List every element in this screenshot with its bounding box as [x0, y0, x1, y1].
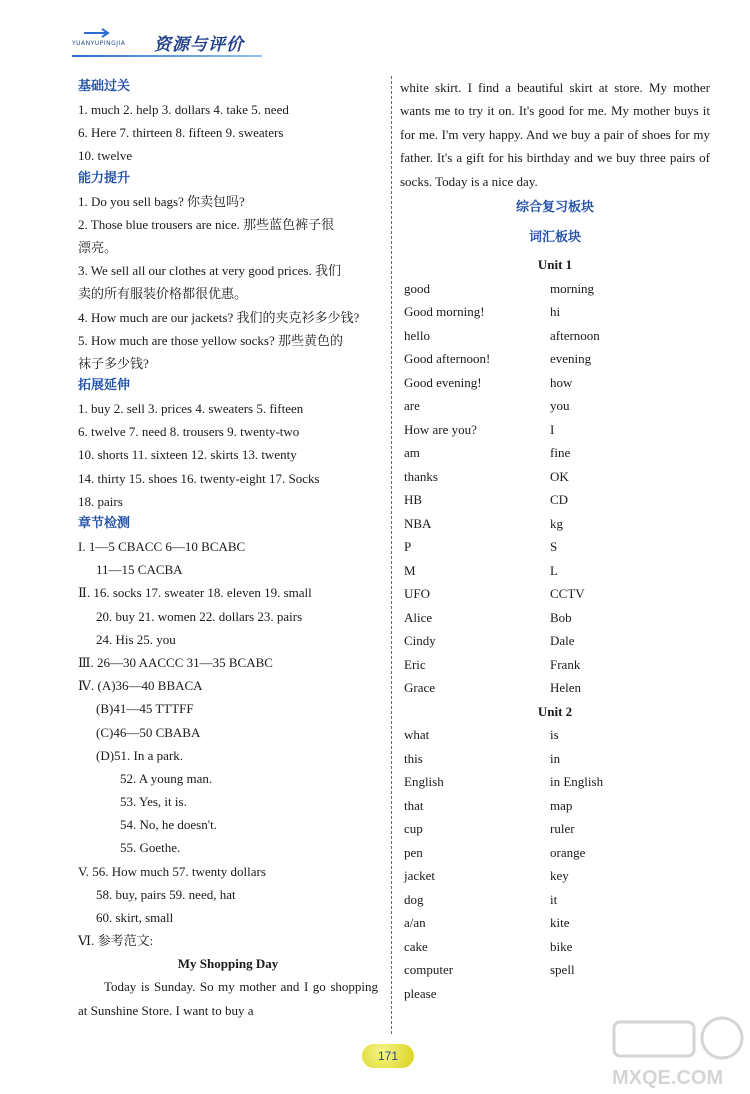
vocab-row — [400, 747, 710, 771]
answer-line: 6. Here 7. thirteen 8. fifteen 9. sweaters — [78, 125, 284, 141]
answer-line: 10. twelve — [78, 148, 133, 164]
vocab-word: Good afternoon! — [404, 351, 491, 367]
answer-line: 14. thirty 15. shoes 16. twenty-eight 17. Socks — [78, 470, 320, 486]
answer-line: 卖的所有服装价格都很优惠。 — [78, 286, 248, 302]
answer-line: 1. buy 2. sell 3. prices 4. sweaters 5. fifteen — [78, 401, 304, 417]
answer-line: 18. pairs — [78, 493, 123, 509]
test-line: 20. buy 21. women 22. dollars 23. pairs — [96, 608, 303, 624]
vocab-word: Eric — [404, 656, 426, 672]
vocab-word: Cindy — [404, 633, 436, 649]
vocab-word: I — [550, 421, 555, 437]
vocab-word: spell — [550, 962, 575, 978]
answer-line: 1. Do you sell bags? 你卖包吗? — [78, 193, 245, 209]
vocab-row — [400, 770, 710, 794]
vocab-word: NBA — [404, 515, 432, 531]
vocab-word: orange — [550, 844, 586, 860]
left-column — [78, 76, 378, 1022]
answer-line: 5. How much are those yellow socks? 那些黄色的 — [78, 332, 344, 348]
column-divider — [391, 76, 392, 1034]
vocab-row — [400, 676, 710, 700]
vocab-word: afternoon — [550, 327, 600, 343]
test-line: I. 1—5 CBACC 6—10 BCABC — [78, 539, 246, 554]
review-heading: 综合复习板块 — [515, 200, 594, 216]
vocab-row — [400, 794, 710, 818]
test-line: 24. His 25. you — [96, 631, 176, 647]
vocab-word: cake — [404, 938, 428, 954]
vocab-word: evening — [550, 351, 592, 367]
vocab-row — [400, 465, 710, 489]
vocab-row — [400, 606, 710, 630]
vocab-row — [400, 394, 710, 418]
vocab-word: computer — [404, 962, 454, 978]
vocab-row — [400, 324, 710, 348]
vocab-word: good — [404, 280, 430, 296]
unit-title: Unit 2 — [537, 703, 573, 719]
vocab-word: kg — [550, 515, 563, 531]
vocab-row — [400, 300, 710, 324]
vocab-word: Frank — [550, 656, 581, 672]
section-heading: 拓展延伸 — [78, 378, 131, 394]
vocab-word: How are you? — [404, 421, 477, 437]
answer-line: 3. We sell all our clothes at very good prices. 我们 — [78, 263, 341, 279]
watermark-text: MXQE.COM — [612, 1067, 724, 1089]
vocab-row — [400, 653, 710, 677]
vocab-word: Grace — [404, 680, 436, 696]
vocab-row — [400, 277, 710, 301]
essay-paragraph-end: white skirt. I find a beautiful skirt at store. My mother wants me to try it on. It's good for me. My mother buys it for me. I'm very happy. And we buy a pair of shoes for my father. It's a gift for his birthday and we buy three pairs of socks. Today is a nice day. — [400, 80, 710, 189]
section-heading: 章节检测 — [78, 516, 131, 531]
section-heading: 能力提升 — [78, 170, 131, 186]
essay-paragraph-start: Today is Sunday. So my mother and I go shopping at Sunshine Store. I want to buy a — [78, 979, 378, 1018]
vocab-row — [400, 888, 710, 912]
header-rule — [72, 55, 262, 57]
answer-line: 2. Those blue trousers are nice. 那些蓝色裤子很 — [78, 216, 335, 232]
vocab-word: Helen — [550, 680, 582, 696]
right-column — [400, 76, 710, 1005]
vocab-row — [400, 982, 710, 1006]
vocab-row — [400, 911, 710, 935]
vocab-word: in English — [550, 774, 604, 790]
vocab-word: CCTV — [550, 586, 585, 602]
vocab-row — [400, 418, 710, 442]
vocab-word: it — [550, 891, 558, 907]
vocab-word: Bob — [550, 609, 572, 625]
test-line: 55. Goethe. — [120, 840, 181, 856]
vocab-word: OK — [550, 468, 569, 484]
vocab-word: that — [404, 797, 424, 813]
vocab-row — [400, 582, 710, 606]
test-line: Ⅲ. 26—30 AACCC 31—35 BCABC — [78, 654, 273, 670]
vocab-row — [400, 723, 710, 747]
vocab-row — [400, 629, 710, 653]
vocab-word: morning — [550, 280, 595, 296]
vocab-word: in — [550, 750, 561, 766]
vocab-word: P — [404, 539, 412, 555]
vocab-word: fine — [550, 445, 571, 461]
test-line: (C)46—50 CBABA — [96, 724, 201, 740]
vocab-word: Good evening! — [404, 374, 482, 390]
test-line: Ⅱ. 16. socks 17. sweater 18. eleven 19. small — [78, 585, 312, 601]
answer-line: 漂亮。 — [78, 239, 118, 255]
test-line: 54. No, he doesn't. — [120, 817, 217, 833]
vocab-row — [400, 864, 710, 888]
vocab-row — [400, 559, 710, 583]
section-heading: 基础过关 — [78, 79, 131, 94]
page-number: 171 — [362, 1044, 414, 1068]
vocab-row — [400, 817, 710, 841]
test-line: Ⅳ. (A)36—40 BBACA — [78, 678, 203, 694]
vocab-word: hello — [404, 327, 430, 343]
vocab-row — [400, 371, 710, 395]
test-line: 60. skirt, small — [96, 910, 174, 925]
header-title: 资源与评价 — [154, 35, 244, 55]
test-line: Ⅵ. 参考范文: — [78, 933, 154, 949]
page-header — [72, 22, 272, 62]
vocab-word: map — [550, 797, 573, 813]
test-line: (D)51. In a park. — [96, 747, 183, 763]
test-line: 11—15 CACBA — [96, 562, 183, 578]
vocab-row — [400, 958, 710, 982]
vocab-row — [400, 841, 710, 865]
unit-title: Unit 1 — [537, 257, 573, 273]
vocab-word: HB — [404, 492, 423, 508]
answer-line: 袜子多少钱? — [78, 355, 149, 371]
essay-title: My Shopping Day — [177, 956, 279, 972]
vocab-word: am — [404, 445, 420, 461]
vocab-word: dog — [404, 891, 424, 907]
test-line: 58. buy, pairs 59. need, hat — [96, 886, 236, 902]
vocab-heading: 词汇板块 — [528, 230, 581, 246]
vocab-row — [400, 488, 710, 512]
test-line: V. 56. How much 57. twenty dollars — [78, 863, 266, 879]
vocab-row — [400, 512, 710, 536]
vocab-word: cup — [404, 821, 423, 837]
answer-line: 6. twelve 7. need 8. trousers 9. twenty-two — [78, 424, 300, 440]
vocab-word: Alice — [404, 609, 433, 625]
vocab-word: UFO — [404, 586, 431, 602]
vocab-row — [400, 347, 710, 371]
vocab-word: English — [404, 774, 444, 790]
vocab-word: kite — [550, 915, 570, 931]
vocab-word: ruler — [550, 821, 575, 837]
test-line: (B)41—45 TTTFF — [96, 701, 194, 717]
vocab-word: M — [404, 562, 416, 578]
vocab-word: Dale — [550, 633, 575, 649]
vocab-word: how — [550, 374, 573, 390]
vocab-word: hi — [550, 304, 561, 320]
watermark-logo — [604, 1010, 750, 1090]
test-line: 52. A young man. — [120, 770, 213, 786]
vocab-word: this — [404, 750, 423, 766]
vocab-word: pen — [404, 844, 423, 860]
vocab-word: what — [404, 727, 430, 743]
vocab-word: key — [550, 868, 569, 884]
vocab-word: thanks — [404, 468, 438, 484]
vocab-word: L — [550, 562, 558, 578]
answer-line: 10. shorts 11. sixteen 12. skirts 13. twenty — [78, 447, 297, 463]
vocab-word: CD — [550, 492, 569, 508]
vocab-word: S — [550, 539, 558, 555]
vocab-row — [400, 441, 710, 465]
header-small-text: YUANYUPINGJIA — [72, 40, 126, 47]
answer-line: 4. How much are our jackets? 我们的夹克衫多少钱? — [78, 309, 360, 325]
answer-line: 1. much 2. help 3. dollars 4. take 5. need — [78, 102, 289, 117]
vocab-word: please — [404, 985, 437, 1001]
vocab-word: you — [550, 398, 570, 414]
vocab-word: Good morning! — [404, 304, 485, 320]
vocab-word: jacket — [404, 868, 436, 884]
arrow-icon — [84, 28, 112, 38]
vocab-word: a/an — [404, 915, 426, 931]
test-line: 53. Yes, it is. — [120, 794, 187, 810]
vocab-word: is — [550, 727, 559, 743]
vocab-word: are — [404, 398, 420, 414]
vocab-row — [400, 935, 710, 959]
vocab-word: bike — [550, 938, 573, 954]
vocab-row — [400, 535, 710, 559]
